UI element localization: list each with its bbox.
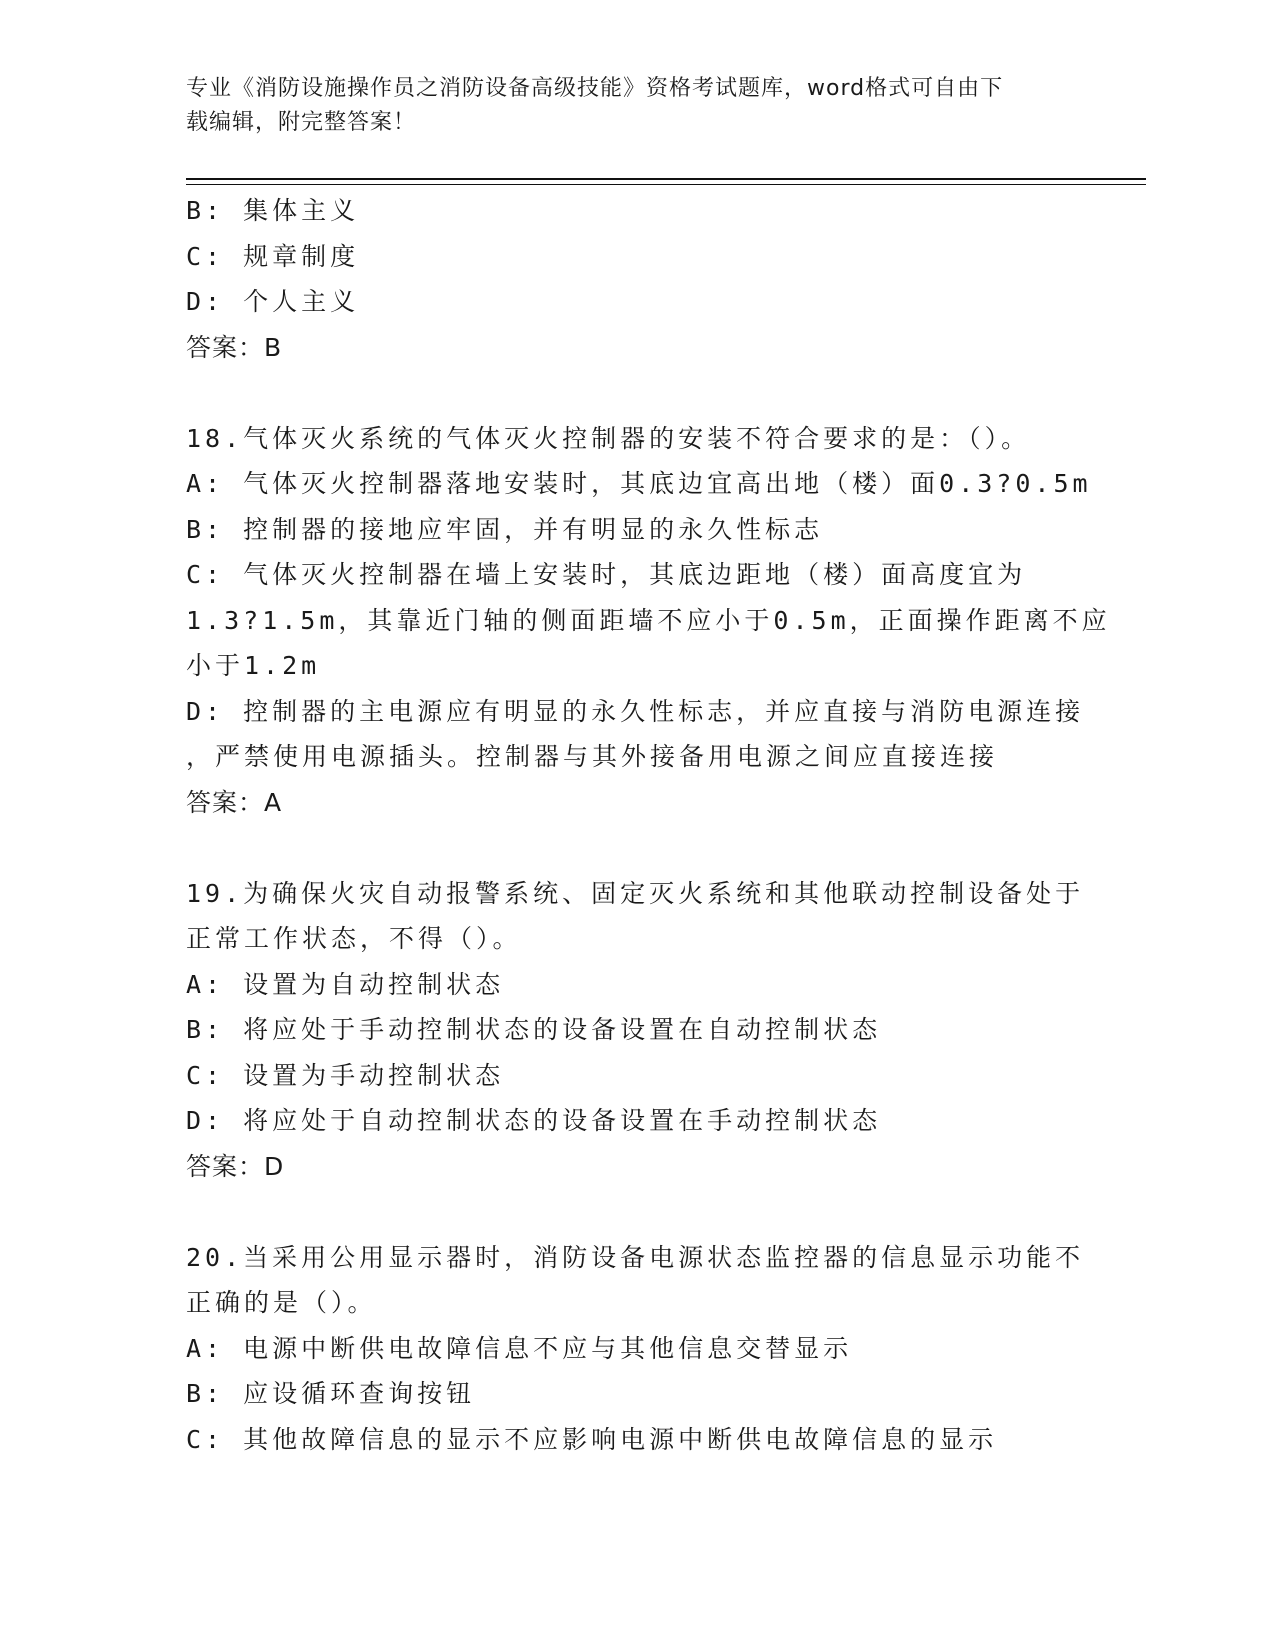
question-18 — [186, 416, 1111, 826]
document-header — [186, 72, 1086, 140]
option-a: A: 设置为自动控制状态 — [186, 969, 505, 999]
option-c-line-3: 小于1.2m — [186, 651, 321, 680]
option-c: C: 其他故障信息的显示不应影响电源中断供电故障信息的显示 — [186, 1424, 998, 1454]
question-19 — [186, 871, 1085, 1190]
option-b: B: 控制器的接地应牢固，并有明显的永久性标志 — [186, 514, 824, 544]
option-c: C: 设置为手动控制状态 — [186, 1060, 505, 1090]
question-content — [186, 188, 1111, 1462]
option-d: D: 将应处于自动控制状态的设备设置在手动控制状态 — [186, 1106, 882, 1135]
option-c: C: 规章制度 — [186, 241, 360, 271]
header-line-2: 载编辑，附完整答案！ — [186, 110, 417, 135]
option-a: A: 电源中断供电故障信息不应与其他信息交替显示 — [186, 1333, 853, 1363]
option-d-line-1: D: 控制器的主电源应有明显的永久性标志，并应直接与消防电源连接 — [186, 696, 1085, 726]
answer-label: 答案：D — [186, 1151, 285, 1181]
header-divider-thick — [186, 178, 1146, 180]
option-c-line-1: C: 气体灭火控制器在墙上安装时，其底边距地（楼）面高度宜为 — [186, 560, 1027, 589]
question-20 — [186, 1235, 1085, 1463]
question-stem-line-2: 正确的是（）。 — [186, 1288, 377, 1317]
question-stem-line-2: 正常工作状态，不得（）。 — [186, 924, 522, 953]
option-b: B: 应设循环查询按钮 — [186, 1379, 476, 1408]
question-stem: 18.气体灭火系统的气体灭火控制器的安装不符合要求的是：（）。 — [186, 423, 1031, 453]
option-c-line-2: 1.3?1.5m，其靠近门轴的侧面距墙不应小于0.5m，正面操作距离不应 — [186, 605, 1111, 635]
spacer — [186, 370, 1066, 416]
option-d-line-2: ，严禁使用电源插头。控制器与其外接备用电源之间应直接连接 — [186, 742, 999, 771]
question-stem-line-1: 19.为确保火灾自动报警系统、固定灭火系统和其他联动控制设备处于 — [186, 878, 1085, 908]
header-divider-thin — [186, 184, 1146, 185]
answer-label: 答案：A — [186, 787, 283, 817]
option-a: A: 气体灭火控制器落地安装时，其底边宜高出地（楼）面0.3?0.5m — [186, 469, 1092, 498]
question-17-tail — [186, 188, 1066, 370]
question-stem-line-1: 20.当采用公用显示器时，消防设备电源状态监控器的信息显示功能不 — [186, 1242, 1085, 1272]
option-b: B: 将应处于手动控制状态的设备设置在自动控制状态 — [186, 1015, 882, 1044]
header-line-1: 专业《消防设施操作员之消防设备高级技能》资格考试题库，word格式可自由下 — [186, 76, 1004, 101]
spacer — [186, 825, 1066, 871]
spacer — [186, 1189, 1066, 1235]
answer-label: 答案：B — [186, 332, 283, 362]
option-d: D: 个人主义 — [186, 287, 360, 316]
option-b: B: 集体主义 — [186, 196, 360, 225]
